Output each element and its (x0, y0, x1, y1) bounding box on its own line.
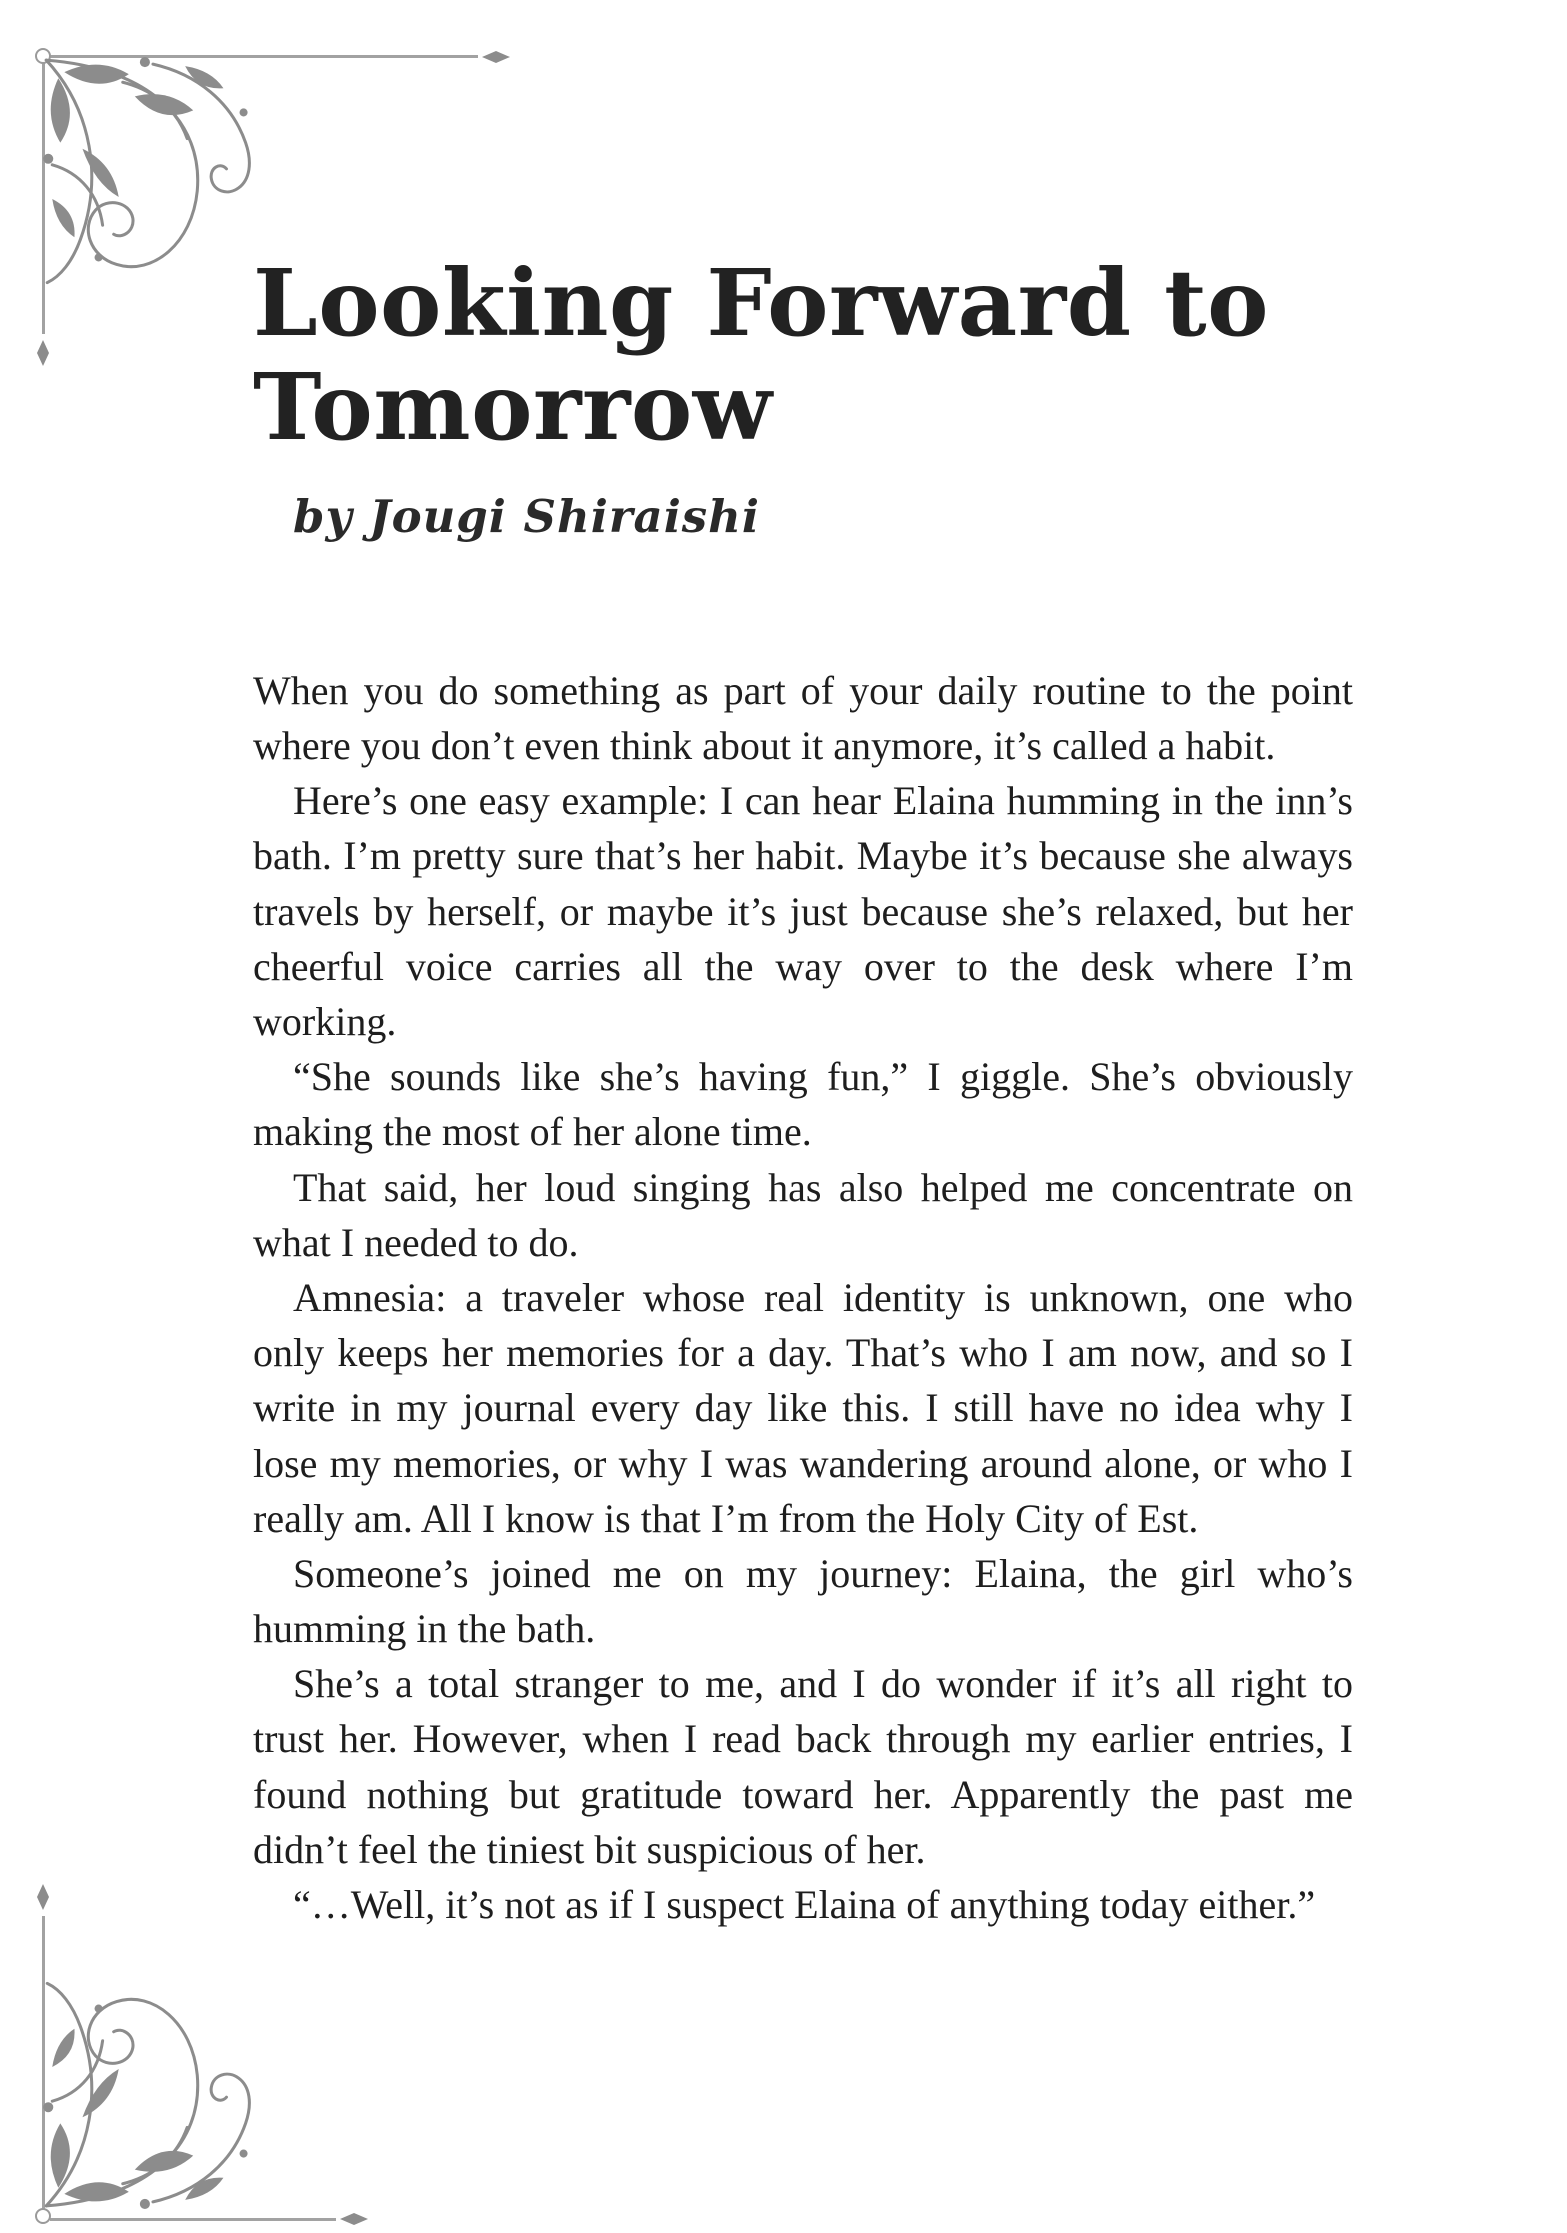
diamond-terminal-icon (482, 51, 510, 63)
chapter-title: Looking Forward to Tomorrow (253, 249, 1269, 461)
body-paragraph: When you do something as part of your daily routine to the point where you don’t even think about it anymore, it’s called a habit. (253, 667, 1353, 769)
body-paragraph: “…Well, it’s not as if I suspect Elaina of anything today either.” (293, 1882, 1316, 1928)
bottom-horizontal-rule (50, 2218, 336, 2221)
body-paragraph: Amnesia: a traveler whose real identity is unknown, one who only keeps her memories for a day. That’s who I am now, and so I write in my journal every day like this. I still have no idea why I lose my memories, or why I was wandering around alone, or who I really am. All I know is that I’m from the Holy City of Est. (253, 1274, 1353, 1541)
diamond-terminal-icon (340, 2213, 368, 2225)
page-content (253, 249, 1353, 1932)
body-paragraph: Here’s one easy example: I can hear Elaina humming in the inn’s bath. I’m pretty sure that’s her habit. Maybe it’s because she always travels by herself, or maybe it’s just because she’s relaxed, but her cheerful voice carries all the way over to the desk where I’m working. (253, 778, 1353, 1045)
body-paragraph: That said, her loud singing has also helped me concentrate on what I needed to do. (253, 1164, 1353, 1265)
diamond-terminal-icon (37, 340, 49, 366)
author-byline: by Jougi Shiraishi (293, 489, 760, 543)
diamond-terminal-icon (37, 1884, 49, 1910)
corner-flourish-top-left-icon (34, 48, 286, 340)
body-paragraph: Someone’s joined me on my journey: Elaina, the girl who’s humming in the bath. (253, 1550, 1353, 1652)
corner-flourish-bottom-left-icon (34, 1926, 286, 2218)
body-text (253, 663, 1353, 1932)
body-paragraph: “She sounds like she’s having fun,” I giggle. She’s obviously making the most of her alone time. (253, 1054, 1353, 1155)
body-paragraph: She’s a total stranger to me, and I do wonder if it’s all right to trust her. However, when I read back through my earlier entries, I found nothing but gratitude toward her. Apparently the past me didn’t feel the tiniest bit suspicious of her. (253, 1661, 1353, 1872)
